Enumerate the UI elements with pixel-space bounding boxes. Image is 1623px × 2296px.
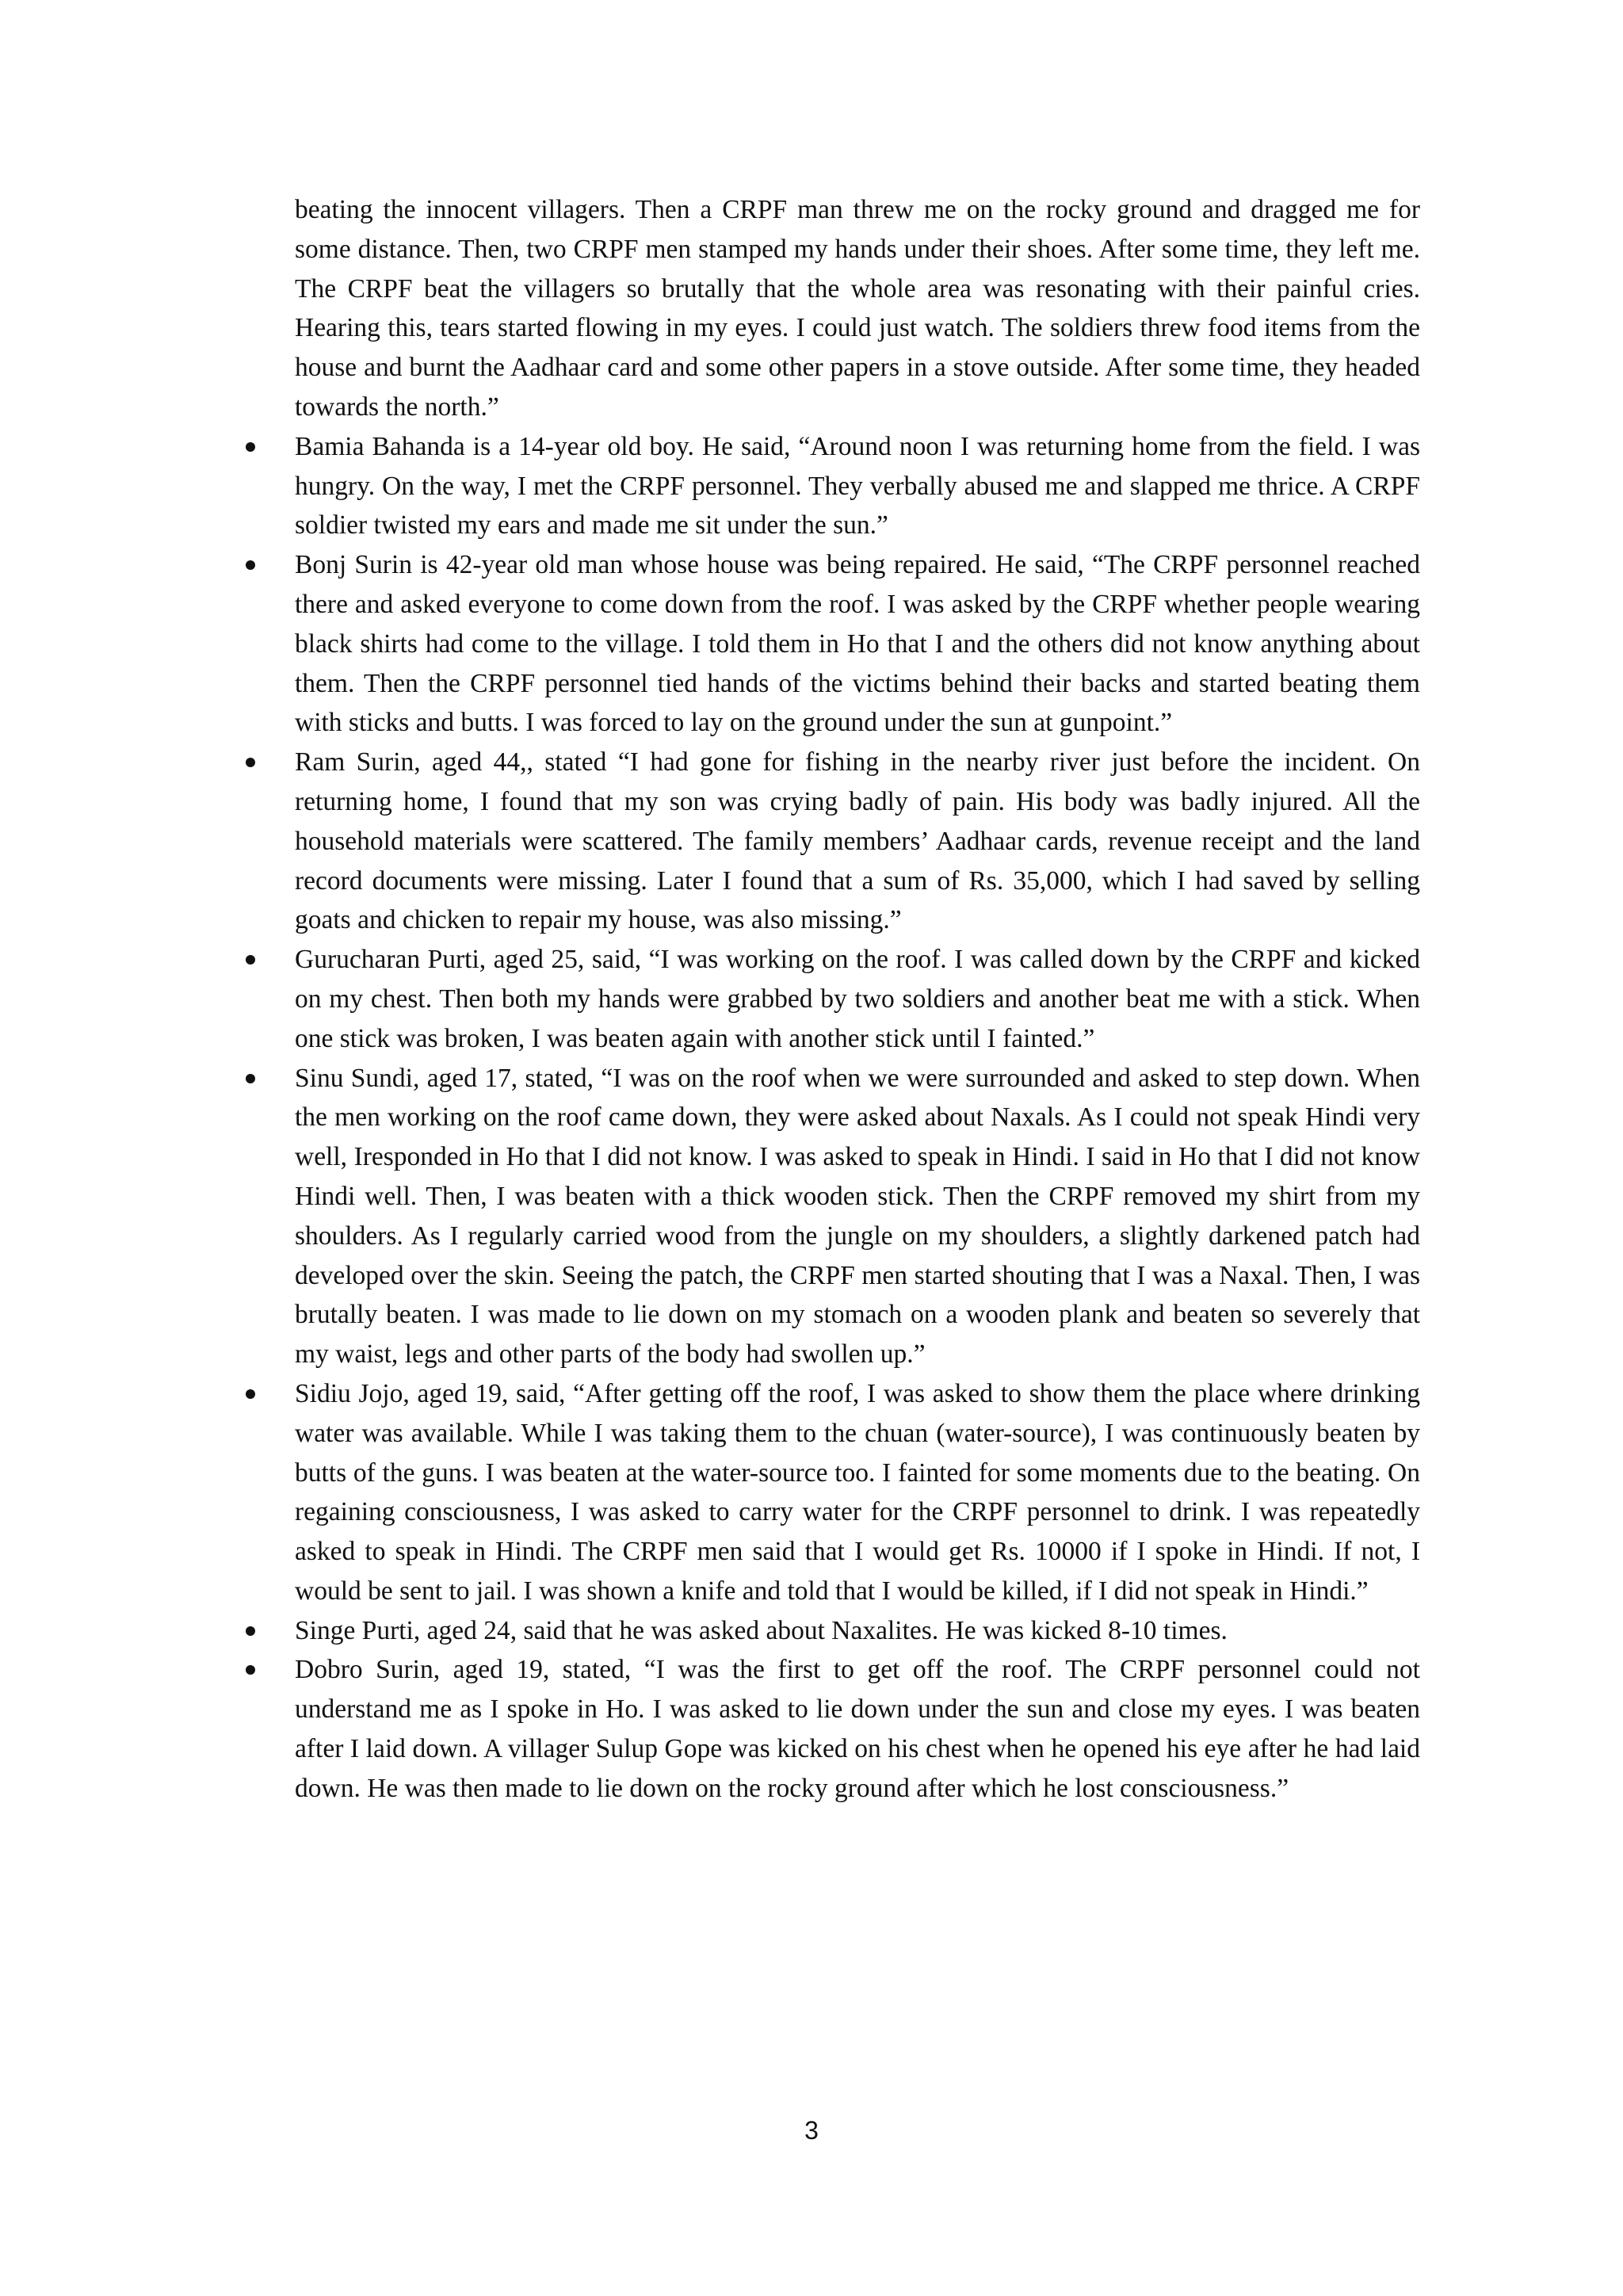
bullet-icon [246,442,255,452]
list-item-text: Bonj Surin is 42-year old man whose house was being repaired. He said, “The CRPF personnel reached there and asked everyone to come down from the roof. I was asked by the CRPF whether people wearing black shirts had come to the village. I told them in Ho that I and the others did not know anything about them. Then the CRPF personnel tied hands of the victims behind their backs and started beating them with sticks and butts. I was forced to lay on the ground under the sun at gunpoint.” [295,550,1420,738]
bullet-icon [246,1665,255,1675]
list-item-text: Sinu Sundi, aged 17, stated, “I was on the roof when we were surrounded and asked to step down. When the men working on the roof came down, they were asked about Naxals. As I could not speak Hindi very well, Iresponded in Ho that I did not know. I was asked to speak in Hindi. I said in Ho that I did not know Hindi well. Then, I was beaten with a thick wooden stick. Then the CRPF removed my shirt from my shoulders. As I regularly carried wood from the jungle on my shoulders, a slightly darkened patch had developed over the skin. Seeing the patch, the CRPF men started shouting that I was a Naxal. Then, I was brutally beaten. I was made to lie down on my stomach on a wooden plank and beaten so severely that my waist, legs and other parts of the body had swollen up.” [295,1063,1420,1370]
intro-paragraph: beating the innocent villagers. Then a CRPF man threw me on the rocky ground and dragged me for some distance. Then, two CRPF men stamped my hands under their shoes. After some time, they left me. The CRPF beat the villagers so brutally that the whole area was resonating with their painful cries. Hearing this, tears started flowing in my eyes. I could just watch. The soldiers threw food items from the house and burnt the Aadhaar card and some other papers in a stove outside. After some time, they headed towards the north.” [295,195,1420,422]
bullet-icon [246,1074,255,1083]
list-item [295,545,1420,743]
bullet-icon [246,758,255,767]
list-item-text: Bamia Bahanda is a 14-year old boy. He said, “Around noon I was returning home from the field. I was hungry. On the way, I met the CRPF personnel. They verbally abused me and slapped me thrice. A CRPF soldier twisted my ears and made me sit under the sun.” [295,431,1420,541]
list-item [295,1059,1420,1374]
testimony-list [295,427,1420,1809]
list-item-text: Sidiu Jojo, aged 19, said, “After getting off the roof, I was asked to show them the place where drinking water was available. While I was taking them to the chuan (water-source), I was continuously beaten by butts of the guns. I was beaten at the water-source too. I fainted for some moments due to the beating. On regaining consciousness, I was asked to carry water for the CRPF personnel to drink. I was repeatedly asked to speak in Hindi. The CRPF men said that I would get Rs. 10000 if I spoke in Hindi. If not, I would be sent to jail. I was shown a knife and told that I would be killed, if I did not speak in Hindi.” [295,1378,1420,1606]
list-item [295,940,1420,1058]
list-item-text: Ram Surin, aged 44,, stated “I had gone for fishing in the nearby river just before the incident. On returning home, I found that my son was crying badly of pain. His body was badly injured. All the household materials were scattered. The family members’ Aadhaar cards, revenue receipt and the land record documents were missing. Later I found that a sum of Rs. 35,000, which I had saved by selling goats and chicken to repair my house, was also missing.” [295,747,1420,935]
bullet-icon [246,560,255,570]
list-item [295,1611,1420,1651]
list-item-text: Gurucharan Purti, aged 25, said, “I was working on the roof. I was called down by the CRPF and kicked on my chest. Then both my hands were grabbed by two soldiers and another beat me with a stick. When one stick was broken, I was beaten again with another stick until I fainted.” [295,945,1420,1053]
page-number: 3 [804,2116,819,2145]
list-item-text: Dobro Surin, aged 19, stated, “I was the first to get off the roof. The CRPF personnel could not understand me as I spoke in Ho. I was asked to lie down under the sun and close my eyes. I was beaten after I laid down. A villager Sulup Gope was kicked on his chest when he opened his eye after he had laid down. He was then made to lie down on the rocky ground after which he lost consciousness.” [295,1655,1420,1803]
bullet-icon [246,955,255,965]
list-item [295,1374,1420,1611]
list-item [295,427,1420,545]
page-body [295,190,1420,1809]
list-item [295,1650,1420,1808]
list-item [295,743,1420,940]
bullet-icon [246,1626,255,1636]
list-item-text: Singe Purti, aged 24, said that he was asked about Naxalites. He was kicked 8-10 times. [295,1615,1228,1645]
bullet-icon [246,1389,255,1399]
